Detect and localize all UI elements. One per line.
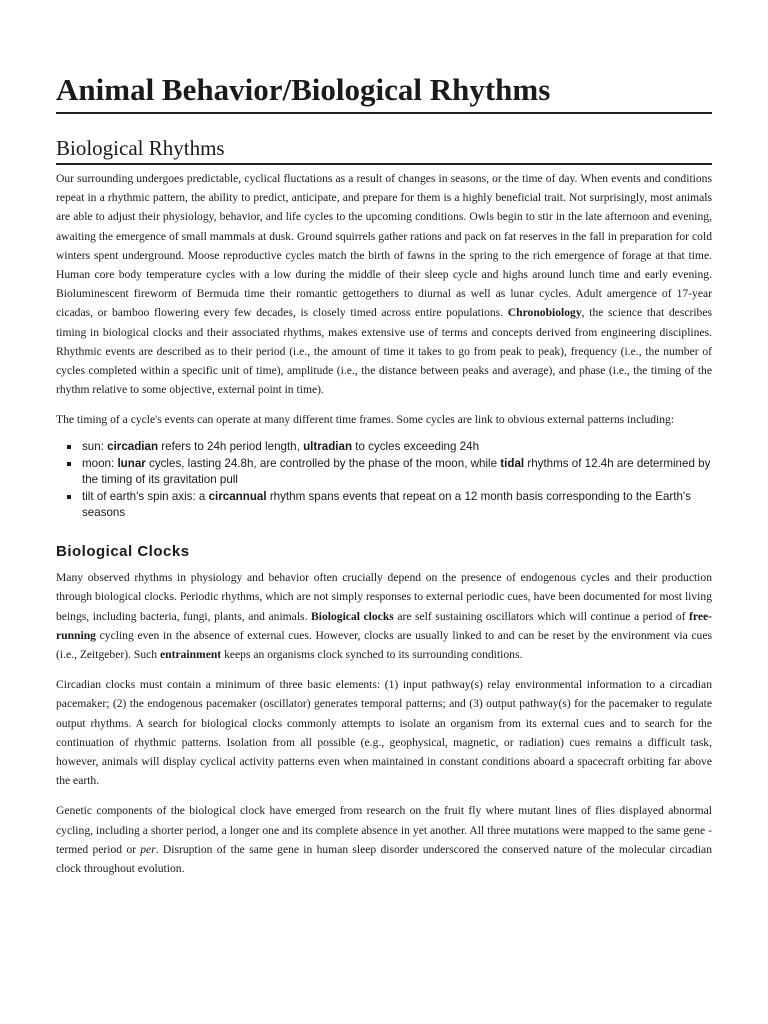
term-chronobiology: Chronobiology (507, 306, 582, 320)
list-item: sun: circadian refers to 24h period length, ultradian to cycles exceeding 24h (82, 439, 712, 455)
list-item: moon: lunar cycles, lasting 24.8h, are controlled by the phase of the moon, while tidal rhythms of 12.4h are determined by the timing of its gravitation pull (82, 457, 711, 486)
section-heading-biological-rhythms: Biological Rhythms (56, 134, 712, 165)
list-item: tilt of earth's spin axis: a circannual rhythm spans events that repeat on a 12 month basis corresponding to the Earth's seasons (82, 489, 712, 520)
paragraph-clocks: Many observed rhythms in physiology and behavior often crucially depend on the presence of endogenous cycles and their production through biological clocks. Periodic rhythms, which are not simply responses to external periodic cues, have been documented for most living beings, including bacteria, fungi, plants, and animals. Biological clocks are self sustaining oscillators which will continue a period of free-running cycling even in the absence of external cues. However, clocks are usually linked to and can be reset by the environment via cues (i.e., Zeitgeber). Such entrainment keeps an organisms clock synched to its surrounding conditions. (56, 571, 712, 661)
section-heading-biological-clocks: Biological Clocks (56, 543, 190, 561)
term-biological-clocks: Biological clocks (311, 609, 394, 623)
paragraph-time-frames: The timing of a cycle's events can operate at many different time frames. Some cycles are link to obvious external patterns including: (56, 413, 675, 427)
term-entrainment: entrainment (159, 647, 222, 661)
page-title: Animal Behavior/Biological Rhythms (56, 0, 712, 114)
paragraph-genetic-components: Genetic components of the biological clock have emerged from research on the fruit fly where mutant lines of flies displayed abnormal cycling, including a shorter period, a longer one and its complete absence in yet another. All three mutations were mapped to the same gene - termed period or per. Disruption of the same gene in human sleep disorder underscored the conserved nature of the molecular circadian clock throughout evolution. (56, 804, 712, 875)
term-per: per (140, 842, 156, 856)
cycle-list (56, 439, 712, 521)
paragraph-intro: Our surrounding undergoes predictable, cyclical fluctations as a result of changes in seasons, or the time of day. When events and conditions repeat in a rhythmic pattern, the ability to predict, anticipate, and prepare for them is a highly beneficial trait. Not surprisingly, most animals are able to adjust their physiology, behavior, and life cycles to the upcoming conditions. Owls begin to stir in the late afternoon and evening, awaiting the emergence of small mammals at dusk. Ground squirrels gather rations and pack on fat reserves in the fall in preparation for cold winters spent underground. Moose reproductive cycles match the birth of fawns in the spring to the rich emergence of forage at that time. Human core body temperature cycles with a low during the middle of their sleep cycle and highs around lunch time and early evening. Bioluminescent fireworm of Bermuda time their romantic gettogethers to diurnal as well as lunar cycles. Adult amergence of 17-year cicadas, or bamboo flowering every few decades, is closely timed across entire populations. Chronobiology, the science that describes timing in biological clocks and their associated rhythms, makes extensive use of terms and concepts derived from engineering disciplines. Rhythmic events are described as to their period (i.e., the amount of time it takes to go from peak to peak), frequency (i.e., the number of cycles completed within a specific unit of time), amplitude (i.e., the distance between peaks and average), and phase (i.e., the timing of the rhythm relative to some objective, external point in time). (56, 172, 713, 397)
paragraph-circadian-elements: Circadian clocks must contain a minimum of three basic elements: (1) input pathway(s) relay environmental information to a circadian pacemaker; (2) the endogenous pacemaker (oscillator) generates temporal patterns; and (3) output pathway(s) for the pacemaker to regulate output rhythms. A search for biological clocks commonly attempts to isolate an organism from its external cues and to search for the continuation of rhythmic patterns. Isolation from all possible (e.g., geophysical, magnetic, or radiation) cues remains a difficult task, however, animals will display cyclical activity patterns even when maintained in constant conditions aboard a spacecraft orbiting far above the earth. (56, 678, 712, 788)
term-free-running: free-running (56, 609, 712, 642)
